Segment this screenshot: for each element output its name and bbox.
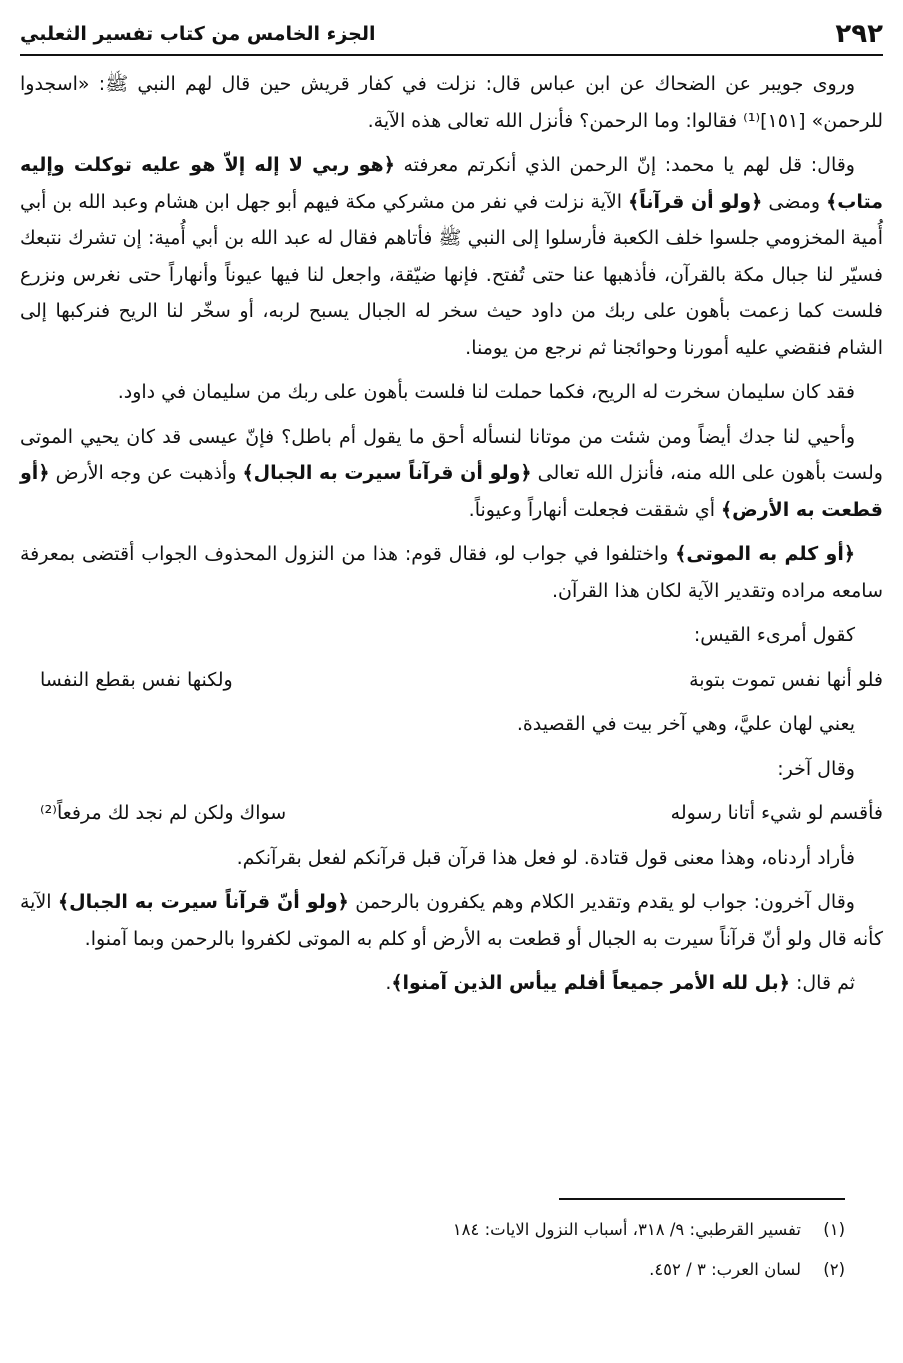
text-run: أي شققت فجعلت أنهاراً وعيوناً. — [468, 498, 722, 521]
text-run: . — [385, 972, 392, 994]
footnote-text: تفسير القرطبي: ٩/ ٣١٨، أسباب النزول الايات: ١٨٤ — [452, 1220, 801, 1239]
poetry-verse — [20, 795, 883, 832]
verse-second-hemistich: سواك ولكن لم نجد لك مرفعاً⁽²⁾ — [40, 802, 287, 824]
text-run: الآية كأنه قال ولو أنّ قرآناً سيرت به الجبال أو قطعت به الأرض أو كلم به الموتى لكفروا بالرحمن وبما آمنوا. — [20, 891, 883, 950]
text-run: وأحيي لنا جدك أيضاً ومن شئت من موتانا لنسأله أحق ما يقول أم باطل؟ فإنّ عيسى قد كان يحيي الموتى ولست بأهون على الله منه، فأنزل الله تعالى — [20, 425, 883, 484]
page-number: ٢٩٢ — [835, 19, 883, 49]
paragraph — [20, 884, 883, 957]
quran-quote: ﴿هو ربي لا إله إلاّ هو عليه توكلت وإليه متاب﴾ — [20, 154, 884, 213]
text-run: ثم قال: — [789, 972, 855, 994]
footnote-number: (١) — [823, 1220, 845, 1239]
paragraph: يعني لهان عليَّ، وهي آخر بيت في القصيدة. — [516, 713, 855, 735]
footnote — [20, 1210, 845, 1250]
paragraph: فأراد أردناه، وهذا معنى قول قتادة. لو فعل هذا قرآن قبل قرآنكم لفعل بقرآنكم. — [236, 846, 855, 869]
verse-first-hemistich: فأقسم لو شيء أتانا رسوله — [670, 802, 883, 824]
paragraph — [20, 536, 883, 609]
verse-second-hemistich: ولكنها نفس بقطع النفسا — [40, 668, 233, 691]
footnote-divider — [559, 1198, 845, 1200]
footnote — [20, 1250, 845, 1290]
paragraph: وقال آخر: — [777, 757, 855, 780]
quran-quote: ﴿أو كلم به الموتى﴾ — [675, 543, 855, 565]
text-run: الآية نزلت في نفر من مشركي مكة فيهم أبو جهل ابن هشام وعبد الله بن أبي أُمية المخزومي جلسوا خلف الكعبة فأرسلوا إلى النبي ﷺ فأتاهم فقال له عبد الله بن أبي أُمية: إن تشرك نتبعك فسيّر لنا جبال مكة بالقرآن، فأذهبها عنا حتى تُفتح. فإنها ضيّقة، واجعل لنا فيها عيوناً وأنهاراً حتى نغرس ونزرع فلست كما زعمت بأهون على ربك من داود حيث سخر له الجبال يسبح لربه، أو سخّر لنا الريح فنركبها إلى الشام فنقضي عليه أمورنا وحوائجنا ثم نرجع من يومنا. — [20, 190, 883, 359]
paragraph: وروى جويبر عن الضحاك عن ابن عباس قال: نزلت في كفار قريش حين قال لهم النبي ﷺ: «اسجدوا للرحمن» [١٥١]⁽¹⁾ فقالوا: وما الرحمن؟ فأنزل الله تعالى هذه الآية. — [20, 73, 883, 132]
main-text — [20, 66, 883, 1010]
running-title: الجزء الخامس من كتاب تفسير الثعلبي — [20, 23, 376, 45]
text-run: وقال: قل لهم يا محمد: إنّ الرحمن الذي أنكرتم معرفته — [394, 154, 855, 176]
quran-quote: ﴿أو قطعت به الأرض﴾ — [20, 462, 883, 521]
text-run: ومضى — [762, 190, 827, 213]
paragraph — [20, 419, 883, 529]
paragraph: كقول أمرىء القيس: — [693, 624, 855, 646]
page-header — [20, 14, 883, 56]
footnote-text: لسان العرب: ٣ / ٤٥٢. — [649, 1260, 801, 1279]
text-run: وقال آخرون: جواب لو يقدم وتقدير الكلام وهم يكفرون بالرحمن — [348, 891, 855, 913]
quran-quote: ﴿ولو أنّ قرآناً سيرت به الجبال﴾ — [58, 891, 349, 913]
paragraph — [20, 147, 883, 366]
paragraph: فقد كان سليمان سخرت له الريح، فكما حملت لنا فلست بأهون على ربك من سليمان في داود. — [117, 381, 855, 403]
footnotes — [20, 1210, 845, 1290]
quran-quote: ﴿ولو أن قرآناً﴾ — [628, 190, 763, 213]
quran-quote: ﴿بل لله الأمر جميعاً أفلم ييأس الذين آمنوا﴾ — [391, 972, 790, 994]
text-run: واختلفوا في جواب لو، فقال قوم: هذا من النزول المحذوف الجواب أقتضى بمعرفة سامعه مراده وتقدير الآية لكان هذا القرآن. — [20, 543, 883, 602]
poetry-verse — [20, 662, 883, 699]
paragraph — [20, 965, 883, 1002]
quran-quote: ﴿ولو أن قرآناً سيرت به الجبال﴾ — [242, 462, 532, 484]
verse-first-hemistich: فلو أنها نفس تموت بتوبة — [689, 668, 883, 691]
text-run: وأذهبت عن وجه الأرض — [49, 462, 243, 484]
footnote-number: (٢) — [823, 1260, 845, 1279]
